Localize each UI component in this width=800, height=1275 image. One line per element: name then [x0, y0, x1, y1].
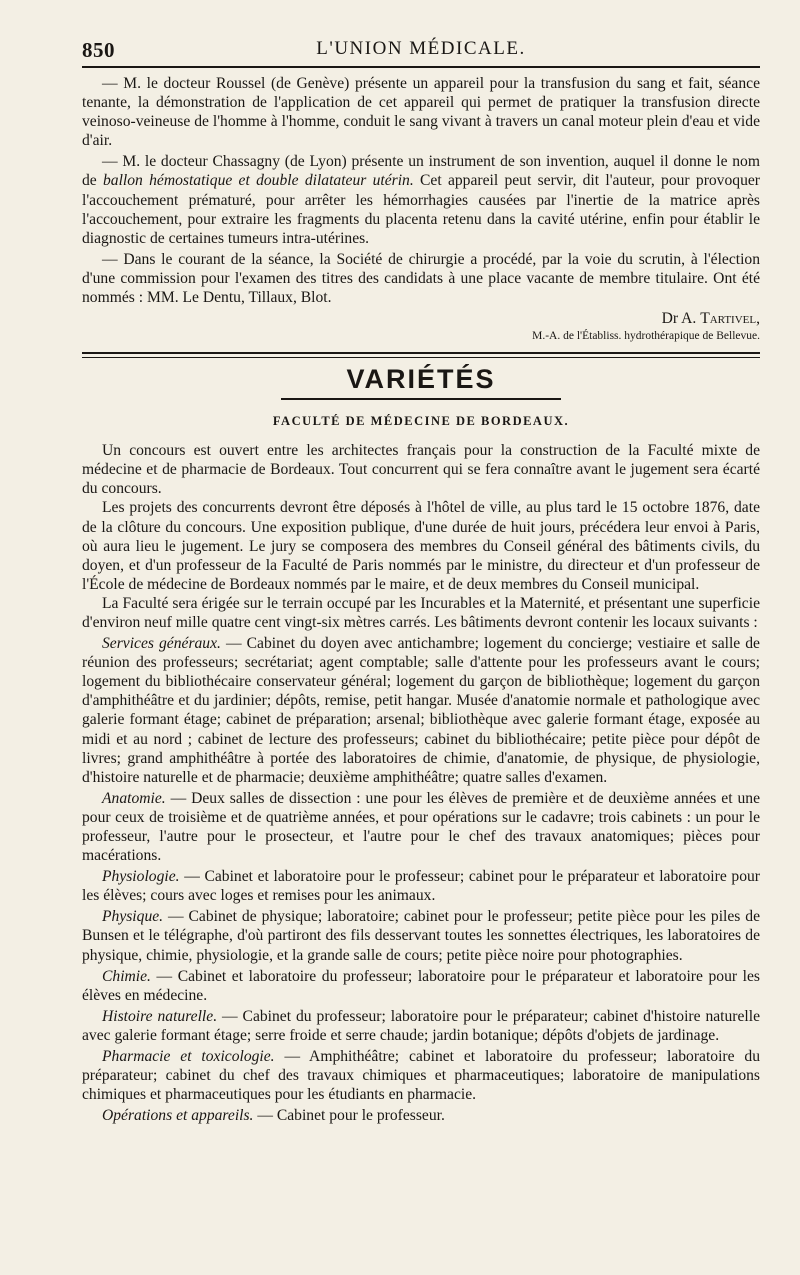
- paragraph-election: — Dans le courant de la séance, la Société de chirurgie a procédé, par la voie du scrutin, à l'élection d'une commission pour l'examen des titres des candidats à une place vacante de membre titulaire. Ont été nommés : MM. Le Dentu, Tillaux, Blot.: [82, 250, 760, 307]
- paragraph-concours: Un concours est ouvert entre les architectes français pour la construction de la Faculté mixte de médecine et de pharmacie de Bordeaux. Tout concurrent qui se fera connaître avant le jugement sera écarté du concours.: [82, 442, 760, 498]
- author-signature: Dr A. Tartivel,: [661, 310, 760, 328]
- list-item: Opérations et appareils. — Cabinet pour le professeur.: [102, 1107, 445, 1125]
- locaux-list: [82, 634, 760, 1125]
- title-underline: [281, 398, 561, 400]
- page-number: 850: [82, 38, 115, 62]
- list-item: Pharmacie et toxicologie. — Amphithéâtre; cabinet et laboratoire du professeur; laboratoire du préparateur; cabinet du chef des travaux chimiques et pharmaceutiques; laboratoire de manipulations chimiques et pharmaceutiques pour les étudiants en pharmacie.: [82, 1048, 760, 1104]
- paragraph-terrain: La Faculté sera érigée sur le terrain occupé par les Incurables et la Maternité, et présentant une superficie d'environ neuf mille quatre cent vingt-six mètres carrés. Les bâtiments devront contenir les locaux suivants :: [82, 594, 760, 631]
- section-divider: [82, 352, 760, 358]
- section-title: VARIÉTÉS: [346, 364, 496, 395]
- list-item: Services généraux. — Cabinet du doyen avec antichambre; logement du concierge; vestiaire et salle de réunion des professeurs; secrétariat; agent comptable; salle d'attente pour les professeurs avant le cours; logement du bibliothécaire conservateur général; logement du garçon de bibliothèque; logement du garçon d'amphithéâtre et du jardinier; dépôts, remise, petit hangar. Musée d'anatomie normale et pathologique avec galerie formant étage; cabinet de préparation; arsenal; bibliothèque avec galerie formant étage, exposée au midi et au nord ; cabinet de lecture des professeurs; cabinet du bibliothécaire; petite pièce pour dépôt de livres; grand amphithéâtre à portée des laboratoires de chimie, d'anatomie, de physique, de physiologie, d'histoire naturelle et de pharmacie; deuxième amphithéâtre; quatre salles d'examen.: [82, 635, 760, 786]
- header-rule: [82, 66, 760, 68]
- journal-title: L'UNION MÉDICALE.: [316, 38, 526, 59]
- list-item: Physique. — Cabinet de physique; laboratoire; cabinet pour le professeur; petite pièce pour les piles de Bunsen et le télégraphe, d'où partiront des fils desservant toutes les sonnettes électriques, les laboratoires de physique, chimie, physiologie, et la grande salle de cours; petite pièce noire pour photographies.: [82, 908, 760, 964]
- paragraph-chassagny: — M. le docteur Chassagny (de Lyon) présente un instrument de son invention, auquel il donne le nom de ballon hémostatique et double dilatateur utérin. Cet appareil peut servir, dit l'auteur, pour provoquer l'accouchement prématuré, pour arrêter les hémorrhagies causées par l'inertie de la matrice après l'accouchement, pour extraire les fragments du placenta retenu dans la cavité utérine, enfin pour établir le diagnostic de certaines tumeurs intra-utérines.: [82, 153, 760, 247]
- author-affiliation: M.-A. de l'Établiss. hydrothérapique de Bellevue.: [532, 330, 760, 343]
- list-item: Histoire naturelle. — Cabinet du professeur; laboratoire pour le préparateur; cabinet d'histoire naturelle avec galerie formant étage; serre froide et serre chaude; jardin botanique; dépôts d'objets de jardinage.: [82, 1007, 760, 1044]
- running-header: [82, 30, 760, 64]
- article-subheading: FACULTÉ DE MÉDECINE DE BORDEAUX.: [272, 414, 570, 429]
- instrument-name: ballon hémostatique et double dilatateur utérin.: [103, 172, 414, 190]
- paragraph-projets: Les projets des concurrents devront être déposés à l'hôtel de ville, au plus tard le 15 octobre 1876, date de la clôture du concours. Une exposition publique, d'une durée de huit jours, précédera leur envoi à Paris, où aura lieu le jugement. Le jury se composera des membres du Conseil général des bâtiments civils, du doyen, et d'un professeur de la Faculté de Paris nommés par le ministre, du directeur et d'un professeur de l'École de médecine de Bordeaux nommés par le maire, et de deux membres du Conseil municipal.: [82, 499, 760, 593]
- list-item: Anatomie. — Deux salles de dissection : une pour les élèves de première et de deuxième années et une pour ceux de troisième et de quatrième années, et pour opérations sur le cadavre; trois cabinets : un pour le professeur, l'autre pour le prosecteur, et l'autre pour le chef des travaux anatomiques; pièces pour macérations.: [82, 789, 760, 865]
- list-item: Chimie. — Cabinet et laboratoire du professeur; laboratoire pour le préparateur et laboratoire pour les élèves en médecine.: [82, 967, 760, 1004]
- list-item: Physiologie. — Cabinet et laboratoire pour le professeur; cabinet pour le préparateur et laboratoire pour les élèves; cours avec loges et remises pour les animaux.: [82, 868, 760, 905]
- paragraph-roussel: — M. le docteur Roussel (de Genève) présente un appareil pour la transfusion du sang et fait, séance tenante, la démonstration de l'application de cet appareil qui permet de pratiquer la transfusion directe veinoso-veineuse de l'homme à l'homme, conduit le sang vivant à travers un canal moteur plein d'eau et vide d'air.: [82, 75, 760, 150]
